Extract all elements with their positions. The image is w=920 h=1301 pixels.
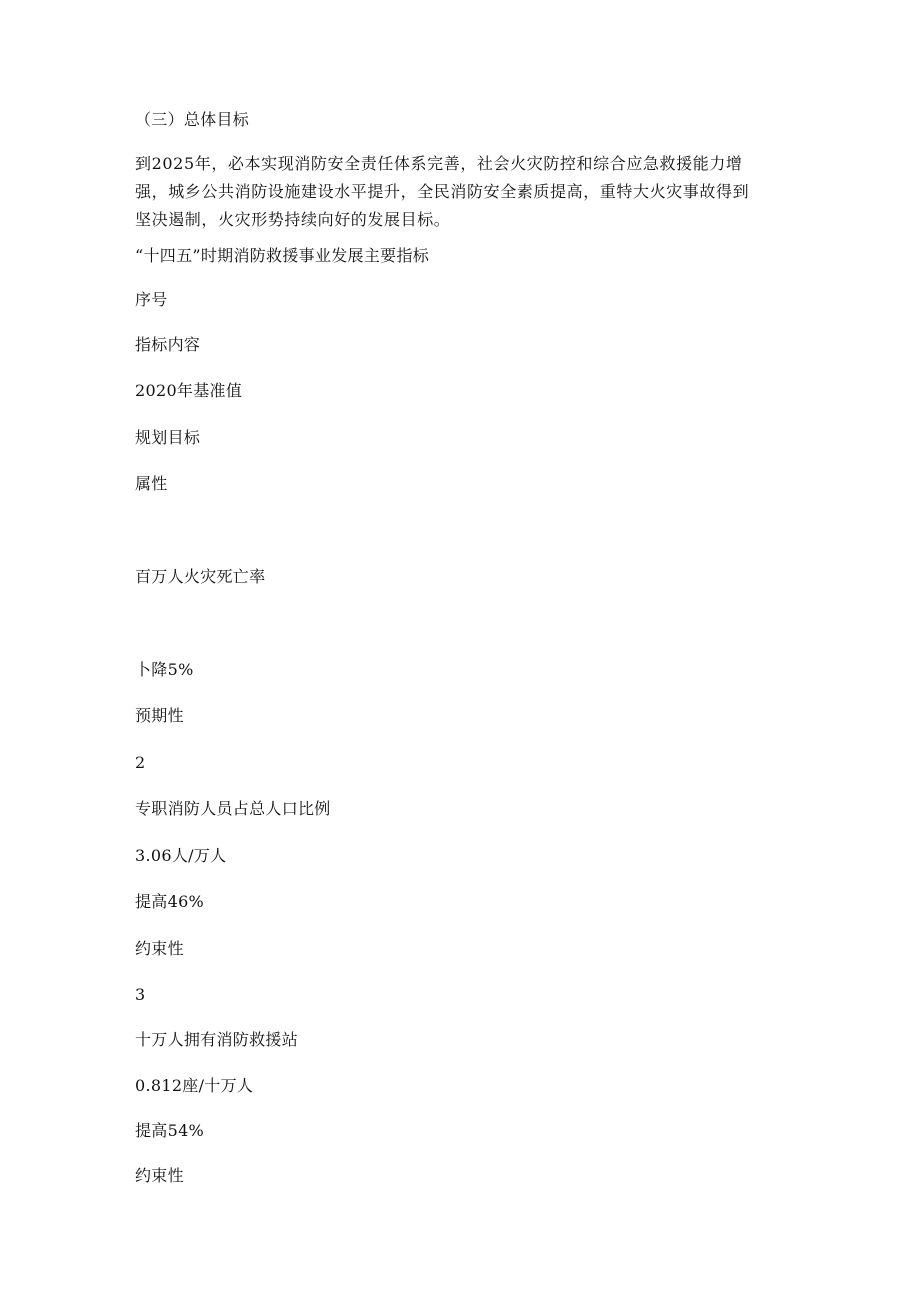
intro-paragraph-line-3: 坚决遏制，火灾形势持续向好的发展目标。 [135, 210, 451, 229]
intro-paragraph-line-1: 到2025年，必本实现消防安全责任体系完善，社会火灾防控和综合应急救援能力增 [135, 154, 743, 173]
row-2-attribute: 约束性 [135, 939, 184, 958]
table-title: “十四五”时期消防救援事业发展主要指标 [135, 246, 430, 265]
row-3-index: 3 [135, 985, 146, 1004]
header-content: 指标内容 [135, 335, 201, 354]
row-2-baseline: 3.06人/万人 [135, 846, 227, 865]
row-3-target: 提高54% [135, 1121, 205, 1140]
row-2-index: 2 [135, 753, 146, 772]
header-index: 序号 [135, 290, 168, 309]
intro-paragraph-line-2: 强，城乡公共消防设施建设水平提升，全民消防安全素质提高，重特大火灾事故得到 [135, 182, 750, 201]
row-1-attribute: 预期性 [135, 706, 184, 725]
row-1-content: 百万人火灾死亡率 [135, 567, 266, 586]
row-2-content: 专职消防人员占总人口比例 [135, 799, 331, 818]
row-2-target: 提高46% [135, 892, 205, 911]
row-3-baseline: 0.812座/十万人 [135, 1076, 254, 1095]
intro-paragraph [135, 150, 795, 234]
row-1-target: 卜降5% [135, 660, 194, 679]
header-baseline: 2020年基准值 [135, 381, 243, 400]
row-3-attribute: 约束性 [135, 1166, 184, 1185]
section-heading: （三）总体目标 [135, 110, 250, 129]
header-target: 规划目标 [135, 428, 201, 447]
header-attribute: 属性 [135, 474, 168, 493]
row-3-content: 十万人拥有消防救援站 [135, 1030, 299, 1049]
